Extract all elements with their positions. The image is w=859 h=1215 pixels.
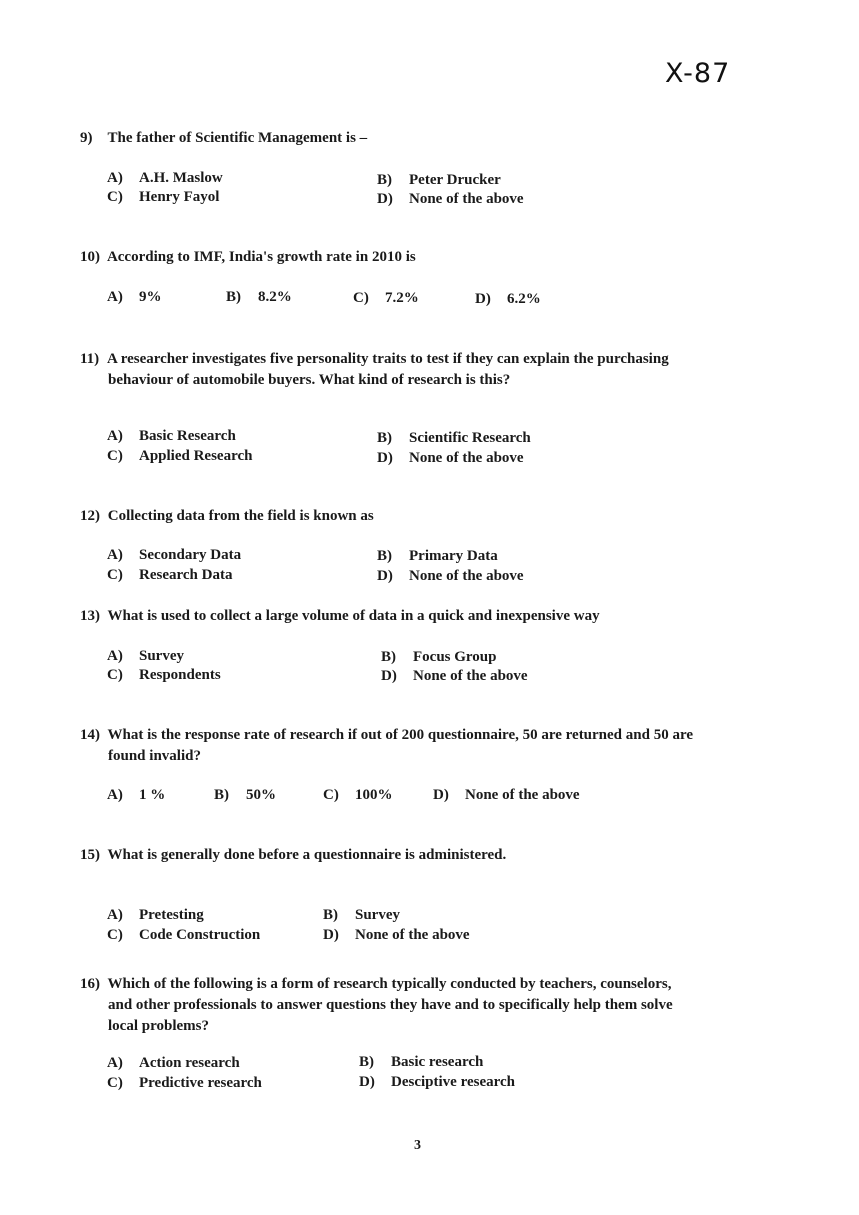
option-d: D) None of the above <box>381 668 528 684</box>
option-a: A) Pretesting <box>107 907 204 923</box>
option-d: D) Desciptive research <box>359 1074 515 1090</box>
option-b: B) Peter Drucker <box>377 172 501 188</box>
question-number: 16) <box>80 976 100 992</box>
question-text-continued: behaviour of automobile buyers. What kind of research is this? <box>108 372 511 388</box>
question-number: 11) <box>80 351 100 367</box>
question-text-continued: local problems? <box>108 1018 209 1034</box>
option-a: A) 1 % <box>107 787 166 803</box>
question-number: 12) <box>80 508 100 524</box>
option-c: C) Respondents <box>107 667 221 683</box>
option-a: A) A.H. Maslow <box>107 170 223 186</box>
option-b: B) Focus Group <box>381 649 497 665</box>
question-text: What is used to collect a large volume of data in a quick and inexpensive way <box>107 608 600 624</box>
option-b: B) Scientific Research <box>377 430 531 446</box>
question-13 <box>80 606 770 627</box>
option-c: C) Research Data <box>107 567 233 583</box>
question-number: 15) <box>80 847 100 863</box>
question-text: The father of Scientific Management is – <box>107 130 368 146</box>
page-code: X-87 <box>665 58 731 89</box>
question-text: A researcher investigates five personality traits to test if they can explain the purchasing <box>106 351 669 367</box>
question-text: What is generally done before a questionnaire is administered. <box>107 847 507 863</box>
question-11 <box>80 349 760 391</box>
question-text-continued: found invalid? <box>108 748 201 764</box>
option-d: D) None of the above <box>377 450 524 466</box>
option-c: C) 100% <box>323 787 393 803</box>
question-text: According to IMF, India's growth rate in 2010 is <box>106 249 416 265</box>
option-a: A) Action research <box>107 1055 240 1071</box>
option-a: A) Basic Research <box>107 428 236 444</box>
question-9 <box>80 128 770 149</box>
option-d: D) None of the above <box>377 191 524 207</box>
question-12 <box>80 506 770 527</box>
question-16 <box>80 974 770 1037</box>
option-c: C) Code Construction <box>107 927 261 943</box>
option-c: C) Henry Fayol <box>107 189 220 205</box>
question-text-continued: and other professionals to answer questions they have and to specifically help them solve <box>108 997 673 1013</box>
option-b: B) Primary Data <box>377 548 498 564</box>
option-b: B) Survey <box>323 907 400 923</box>
option-a: A) 9% <box>107 289 162 305</box>
question-10 <box>80 247 770 268</box>
option-d: D) None of the above <box>323 927 470 943</box>
page-number: 3 <box>414 1138 421 1153</box>
option-b: B) 8.2% <box>226 289 292 305</box>
option-d: D) None of the above <box>377 568 524 584</box>
option-a: A) Survey <box>107 648 184 664</box>
option-a: A) Secondary Data <box>107 547 242 563</box>
option-d: D) None of the above <box>433 787 580 803</box>
option-b: B) Basic research <box>359 1054 484 1070</box>
option-c: C) Applied Research <box>107 448 253 464</box>
question-number: 14) <box>80 727 100 743</box>
question-text: Collecting data from the field is known as <box>107 508 374 524</box>
question-number: 9) <box>80 130 93 146</box>
question-number: 13) <box>80 608 100 624</box>
option-c: C) 7.2% <box>353 290 419 306</box>
question-14 <box>80 725 770 767</box>
option-c: C) Predictive research <box>107 1075 262 1091</box>
question-text: What is the response rate of research if out of 200 questionnaire, 50 are returned and 50 are <box>107 727 694 743</box>
question-text: Which of the following is a form of research typically conducted by teachers, counselors, <box>107 976 672 992</box>
option-b: B) 50% <box>214 787 276 803</box>
question-number: 10) <box>80 249 100 265</box>
option-d: D) 6.2% <box>475 291 541 307</box>
question-15 <box>80 845 770 866</box>
